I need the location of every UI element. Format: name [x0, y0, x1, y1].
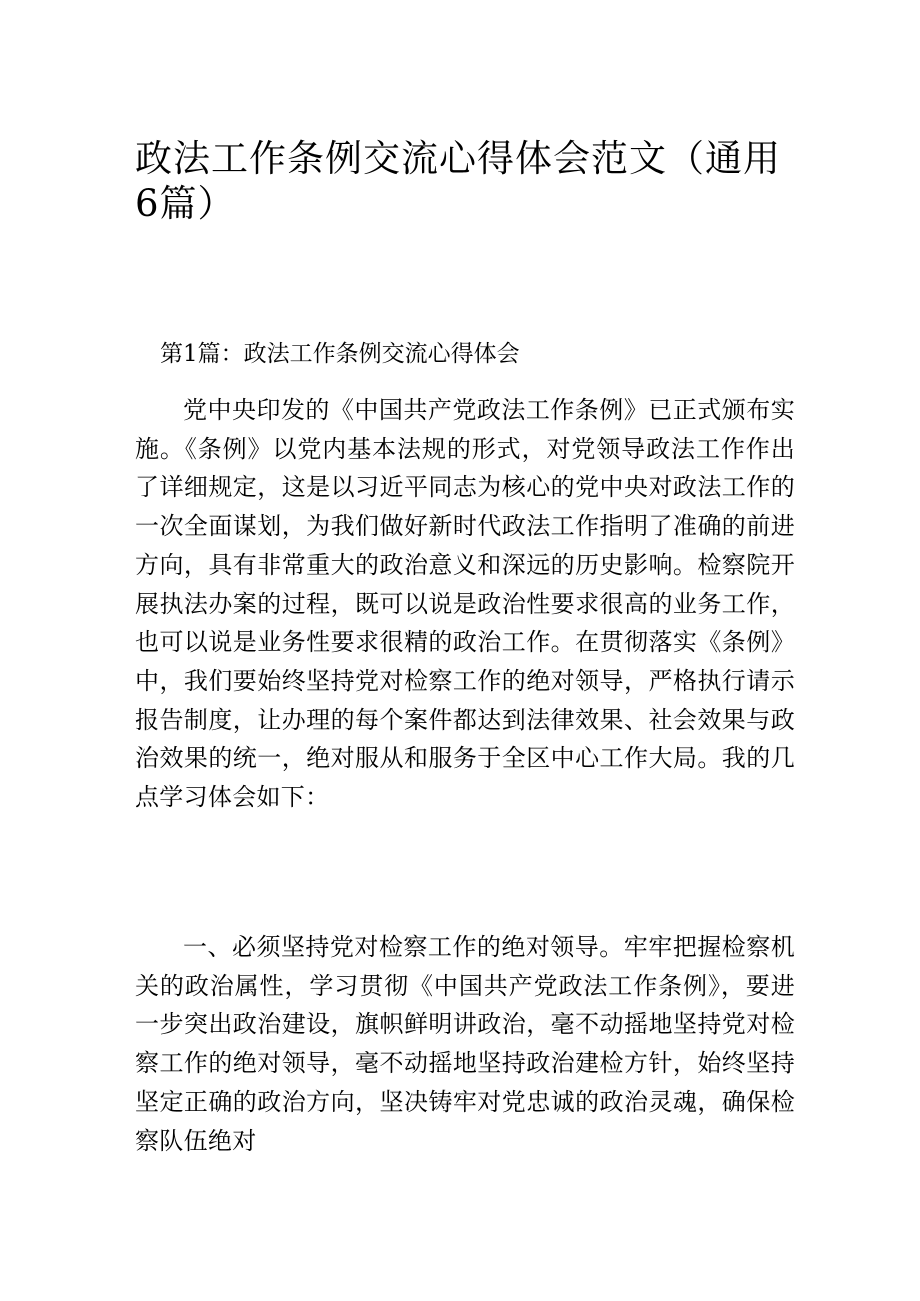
body-paragraph-1: 党中央印发的《中国共产党政法工作条例》已正式颁布实施。《条例》以党内基本法规的形式，对党领导政法工作作出了详细规定，这是以习近平同志为核心的党中央对政法工作的一次全面谋划，为我们做好新时代政法工作指明了准确的前进方向，具有非常重大的政治意义和深远的历史影响。检察院开展执法办案的过程，既可以说是政治性要求很高的业务工作，也可以说是业务性要求很精的政治工作。在贯彻落实《条例》中，我们要始终坚持党对检察工作的绝对领导，严格执行请示报告制度，让办理的每个案件都达到法律效果、社会效果与政治效果的统一，绝对服从和服务于全区中心工作大局。我的几点学习体会如下： — [135, 396, 795, 812]
document-title: 政法工作条例交流心得体会范文（通用6篇） — [135, 137, 781, 225]
section-heading: 第1篇：政法工作条例交流心得体会 — [160, 341, 520, 367]
body-paragraph-2: 一、必须坚持党对检察工作的绝对领导。牢牢把握检察机关的政治属性，学习贯彻《中国共产党政法工作条例》，要进一步突出政治建设，旗帜鲜明讲政治，毫不动摇地坚持党对检察工作的绝对领导，毫不动摇地坚持政治建检方针，始终坚持坚定正确的政治方向，坚决铸牢对党忠诚的政治灵魂，确保检察队伍绝对 — [135, 933, 795, 1155]
